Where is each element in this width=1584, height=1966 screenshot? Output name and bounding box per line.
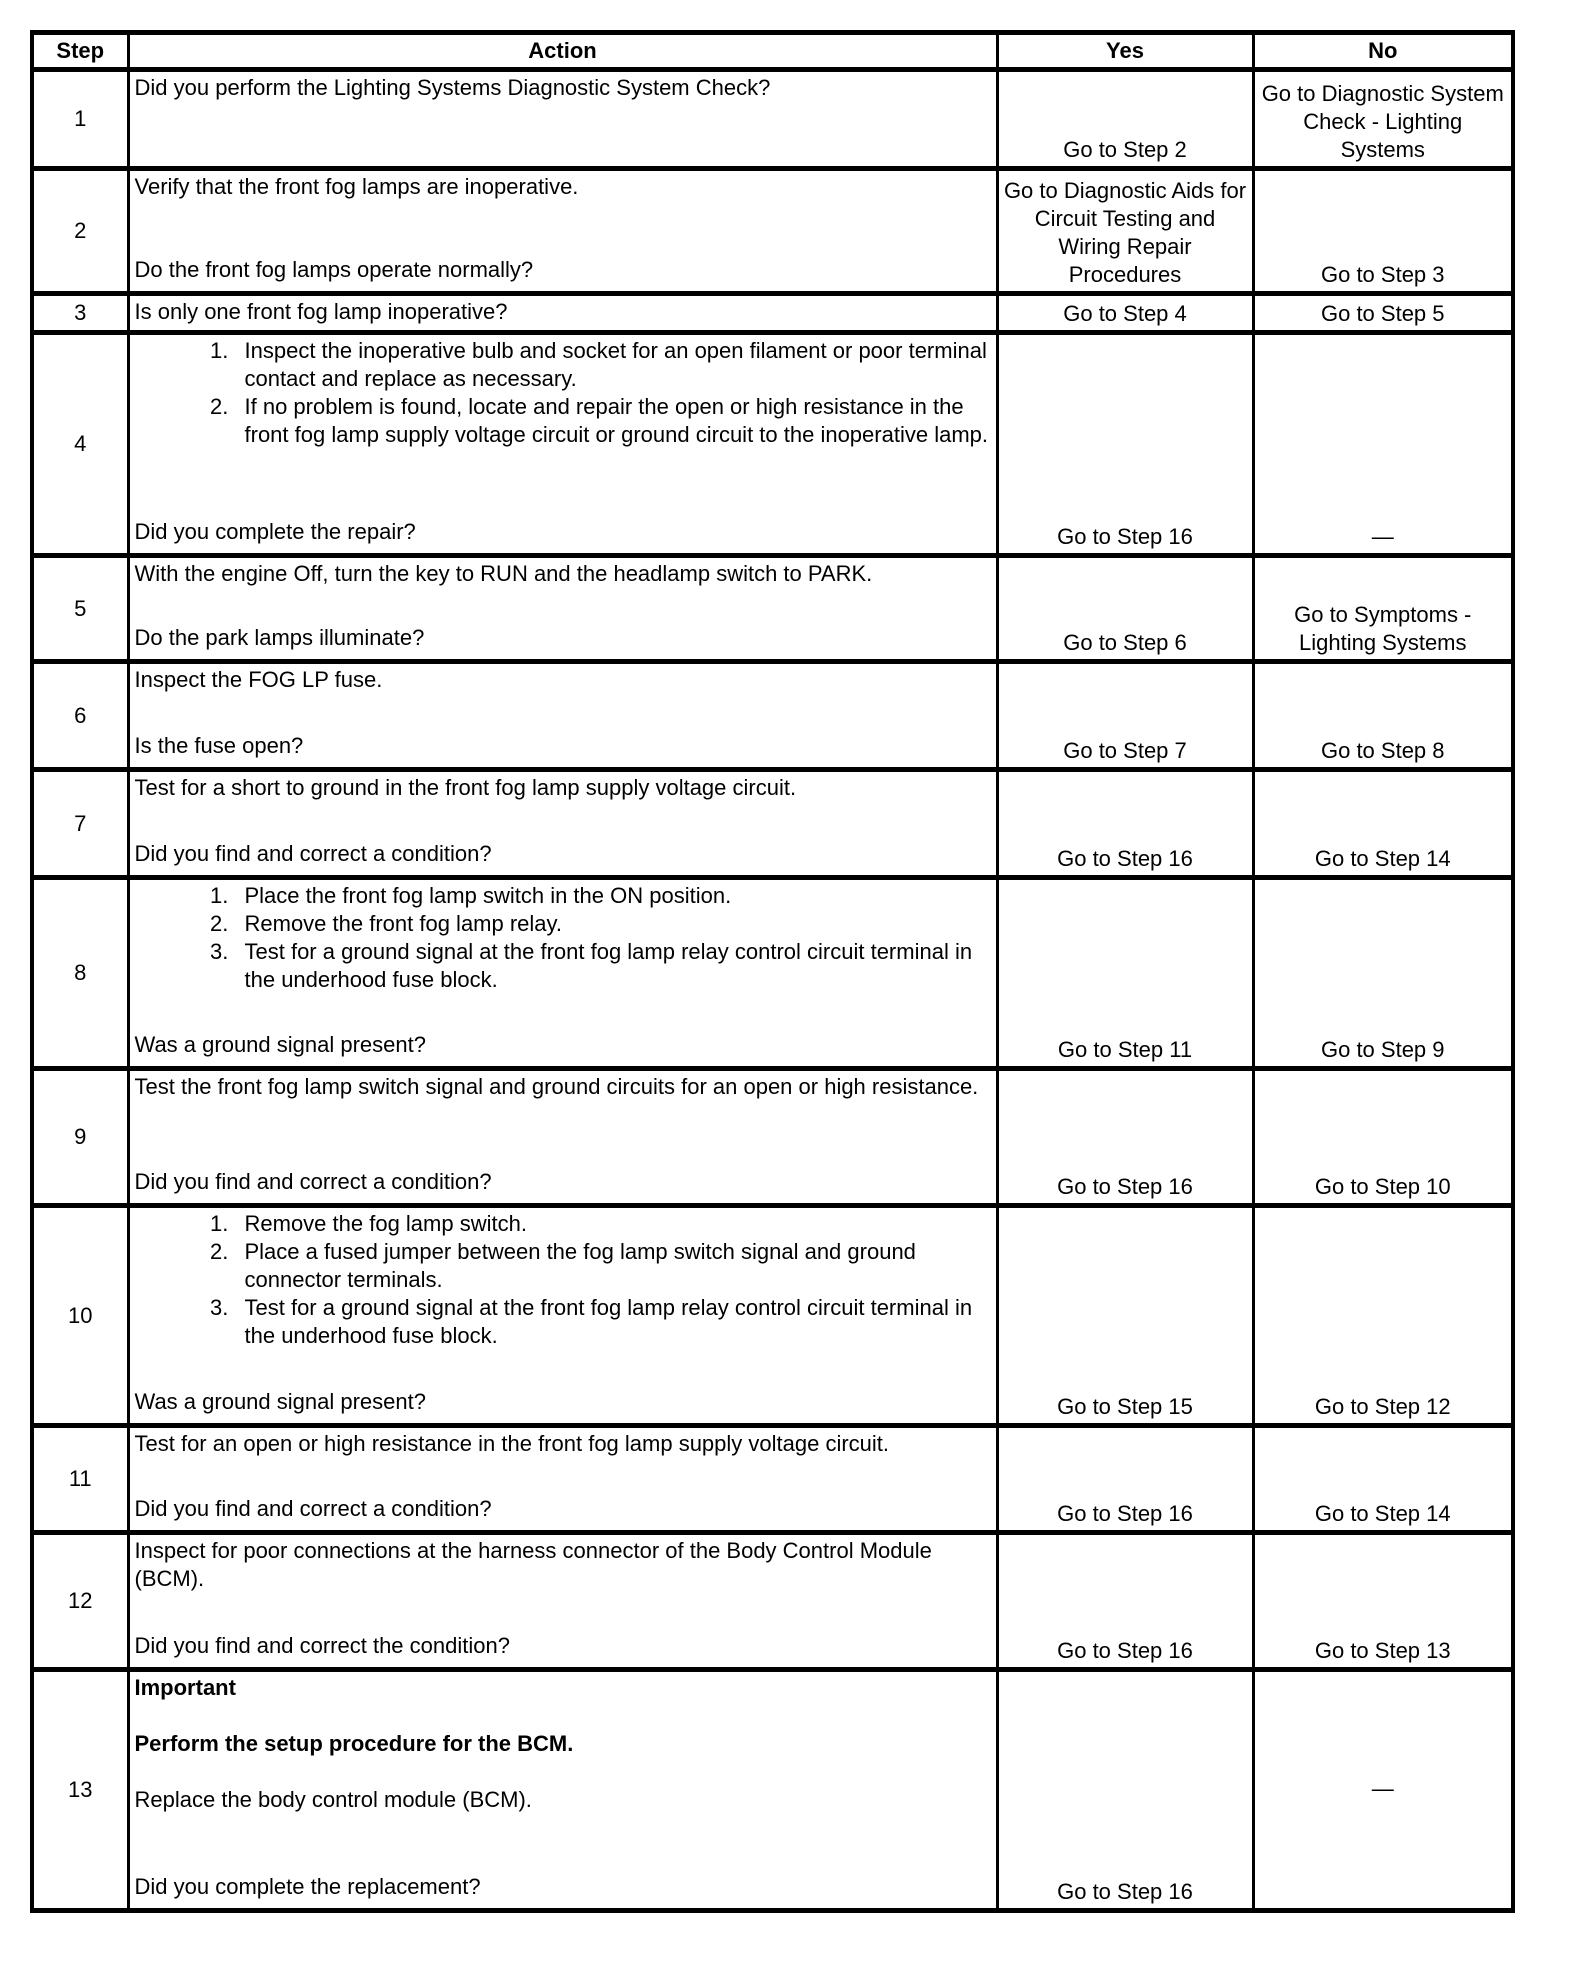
table-row: [32, 333, 1513, 556]
step-number: 6: [32, 662, 128, 770]
action-cell: [128, 333, 997, 556]
action-paragraph: Replace the body control module (BCM).: [134, 1787, 532, 1812]
action-question: Did you find and correct a condition?: [134, 841, 492, 866]
header-action: Action: [128, 33, 997, 70]
step-number: 2: [32, 169, 128, 294]
table-row: [32, 294, 1513, 333]
yes-result: Go to Step 2: [997, 70, 1253, 169]
diagnostic-table: [30, 30, 1515, 1913]
no-result: Go to Step 12: [1253, 1206, 1513, 1426]
step-number: 10: [32, 1206, 128, 1426]
action-cell: [128, 770, 997, 878]
yes-result: Go to Step 4: [997, 294, 1253, 333]
action-step: 1. Place the front fog lamp switch in the ON position.: [235, 882, 991, 910]
action-paragraph: Inspect for poor connections at the harness connector of the Body Control Module (BCM).: [134, 1538, 932, 1591]
action-question: Was a ground signal present?: [134, 1032, 426, 1057]
step-number: 8: [32, 878, 128, 1069]
action-text: [135, 774, 991, 802]
action-question: Is only one front fog lamp inoperative?: [134, 299, 508, 324]
action-content: [130, 72, 996, 161]
action-cell: [128, 878, 997, 1069]
step-number: 3: [32, 294, 128, 333]
yes-result: Go to Step 15: [997, 1206, 1253, 1426]
action-steps-list: [135, 1210, 991, 1350]
action-cell: [128, 1069, 997, 1206]
action-question: Is the fuse open?: [134, 733, 304, 758]
action-step: 3. Test for a ground signal at the front fog lamp relay control circuit terminal in the underhood fuse block.: [235, 938, 991, 994]
header-no: No: [1253, 33, 1513, 70]
step-number: 9: [32, 1069, 128, 1206]
action-step: 3. Test for a ground signal at the front fog lamp relay control circuit terminal in the underhood fuse block.: [235, 1294, 991, 1350]
no-result: —: [1253, 333, 1513, 556]
action-step: 1. Remove the fog lamp switch.: [235, 1210, 991, 1238]
step-number: 1: [32, 70, 128, 169]
table-row: [32, 1426, 1513, 1533]
action-paragraph: Test the front fog lamp switch signal and ground circuits for an open or high resistance.: [134, 1074, 979, 1099]
table-row: [32, 556, 1513, 662]
action-paragraph: Test for a short to ground in the front fog lamp supply voltage circuit.: [134, 775, 797, 800]
action-question: Did you find and correct a condition?: [134, 1496, 492, 1521]
action-question: Did you complete the repair?: [134, 519, 416, 544]
no-result: Go to Step 9: [1253, 878, 1513, 1069]
yes-result: Go to Step 16: [997, 1533, 1253, 1670]
action-step: 2. Remove the front fog lamp relay.: [235, 910, 991, 938]
action-cell: [128, 294, 997, 333]
yes-result: Go to Step 16: [997, 770, 1253, 878]
action-paragraph: Perform the setup procedure for the BCM.: [134, 1731, 574, 1756]
action-paragraph: Verify that the front fog lamps are inoperative.: [134, 174, 579, 199]
table-row: [32, 878, 1513, 1069]
action-content: [130, 335, 996, 548]
action-question: Do the front fog lamps operate normally?: [134, 257, 534, 282]
header-step: Step: [32, 33, 128, 70]
action-cell: [128, 662, 997, 770]
action-step: 2. Place a fused jumper between the fog lamp switch signal and ground connector terminals.: [235, 1238, 991, 1294]
step-number: 13: [32, 1670, 128, 1911]
table-row: [32, 1069, 1513, 1206]
action-steps-list: [135, 337, 991, 449]
yes-result: Go to Step 16: [997, 1670, 1253, 1911]
table-row: [32, 70, 1513, 169]
table-row: [32, 1533, 1513, 1670]
no-result: Go to Step 3: [1253, 169, 1513, 294]
action-question: Did you perform the Lighting Systems Diagnostic System Check?: [134, 75, 771, 100]
action-cell: [128, 1533, 997, 1670]
action-content: [130, 1208, 996, 1418]
no-result: Go to Step 14: [1253, 1426, 1513, 1533]
action-text: [135, 1073, 991, 1101]
table-row: [32, 169, 1513, 294]
action-cell: [128, 1206, 997, 1426]
action-steps-list: [135, 882, 991, 994]
action-paragraph: With the engine Off, turn the key to RUN and the headlamp switch to PARK.: [134, 561, 873, 586]
no-result: Go to Step 8: [1253, 662, 1513, 770]
action-content: [130, 1428, 996, 1525]
yes-result: Go to Step 16: [997, 333, 1253, 556]
table-row: [32, 770, 1513, 878]
action-content: [130, 1535, 996, 1662]
action-question: Was a ground signal present?: [134, 1389, 426, 1414]
action-text: [135, 1674, 991, 1814]
action-step: 1. Inspect the inoperative bulb and socket for an open filament or poor terminal contact and replace as necessary.: [235, 337, 991, 393]
action-cell: [128, 556, 997, 662]
no-result: Go to Step 13: [1253, 1533, 1513, 1670]
action-question: Did you find and correct the condition?: [134, 1633, 510, 1658]
no-result: Go to Symptoms - Lighting Systems: [1253, 556, 1513, 662]
action-content: [130, 558, 996, 654]
no-result: Go to Step 10: [1253, 1069, 1513, 1206]
action-cell: [128, 1426, 997, 1533]
step-number: 4: [32, 333, 128, 556]
step-number: 7: [32, 770, 128, 878]
no-result: —: [1253, 1670, 1513, 1911]
yes-result: Go to Diagnostic Aids for Circuit Testing and Wiring Repair Procedures: [997, 169, 1253, 294]
action-text: [135, 173, 991, 201]
yes-result: Go to Step 7: [997, 662, 1253, 770]
action-content: [130, 772, 996, 870]
action-text: [135, 560, 991, 588]
action-question: Do the park lamps illuminate?: [134, 625, 425, 650]
action-content: [130, 296, 996, 325]
step-number: 12: [32, 1533, 128, 1670]
table-row: [32, 1206, 1513, 1426]
no-result: Go to Diagnostic System Check - Lighting Systems: [1253, 70, 1513, 169]
action-content: [130, 171, 996, 286]
action-paragraph: Inspect the FOG LP fuse.: [134, 667, 383, 692]
action-content: [130, 1672, 996, 1903]
action-question: Did you complete the replacement?: [134, 1874, 481, 1899]
action-cell: [128, 70, 997, 169]
yes-result: Go to Step 16: [997, 1426, 1253, 1533]
action-content: [130, 880, 996, 1061]
step-number: 11: [32, 1426, 128, 1533]
action-text: [135, 1537, 991, 1593]
header-yes: Yes: [997, 33, 1253, 70]
yes-result: Go to Step 6: [997, 556, 1253, 662]
table-row: [32, 1670, 1513, 1911]
action-paragraph: Test for an open or high resistance in the front fog lamp supply voltage circuit.: [134, 1431, 890, 1456]
action-paragraph: Important: [134, 1675, 236, 1700]
table-row: [32, 662, 1513, 770]
no-result: Go to Step 5: [1253, 294, 1513, 333]
header-row: [32, 33, 1513, 70]
yes-result: Go to Step 16: [997, 1069, 1253, 1206]
action-text: [135, 666, 991, 694]
no-result: Go to Step 14: [1253, 770, 1513, 878]
action-question: Did you find and correct a condition?: [134, 1169, 492, 1194]
action-content: [130, 664, 996, 762]
action-cell: [128, 169, 997, 294]
step-number: 5: [32, 556, 128, 662]
action-step: 2. If no problem is found, locate and repair the open or high resistance in the front fog lamp supply voltage circuit or ground circuit to the inoperative lamp.: [235, 393, 991, 449]
yes-result: Go to Step 11: [997, 878, 1253, 1069]
action-cell: [128, 1670, 997, 1911]
action-content: [130, 1071, 996, 1198]
action-text: [135, 1430, 991, 1458]
